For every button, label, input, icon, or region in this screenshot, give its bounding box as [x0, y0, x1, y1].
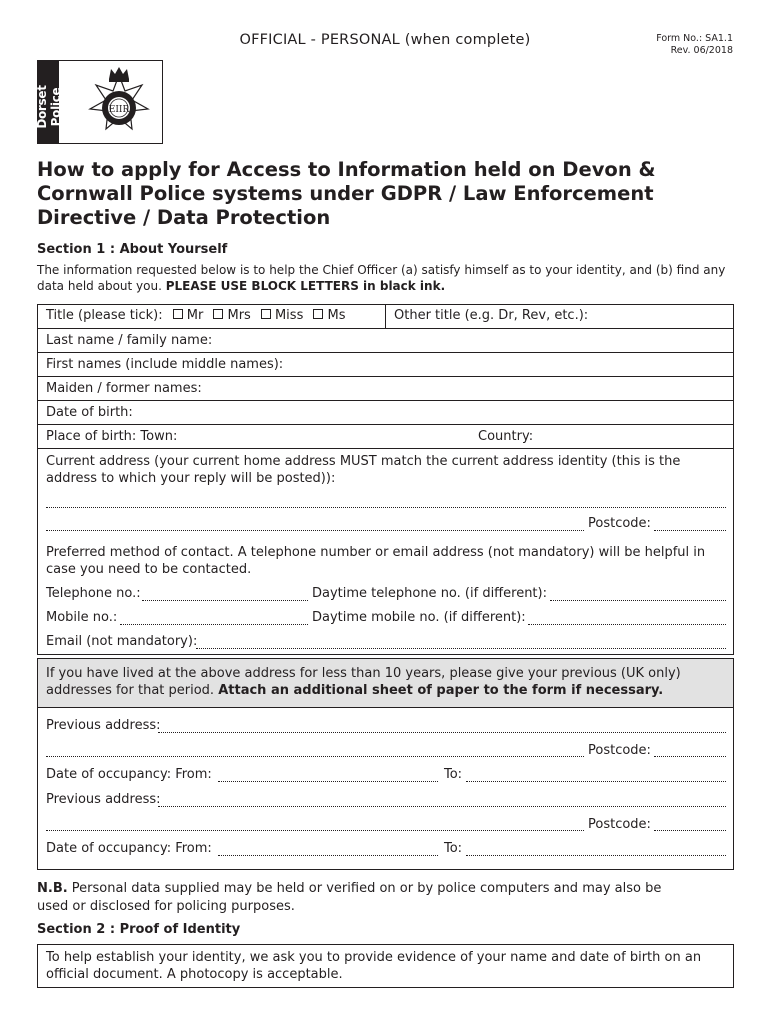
postcode-input[interactable]: [654, 530, 726, 531]
previous-address-2-input-2[interactable]: [46, 830, 584, 831]
daytime-mobile-input[interactable]: [528, 624, 726, 625]
form-no-label: Form No.: SA1.1: [656, 33, 733, 44]
telephone-label: Telephone no.:: [46, 586, 141, 601]
contact-method-text: [46, 544, 726, 578]
previous-note-line-2: [46, 682, 726, 699]
title-line-1: How to apply for Access to Information held on Devon &: [37, 158, 656, 181]
email-input[interactable]: [196, 648, 726, 649]
mobile-label: Mobile no.:: [46, 610, 118, 625]
last-name-field[interactable]: [38, 328, 733, 353]
personal-details-box: [37, 304, 734, 655]
previous-postcode-2-input[interactable]: [654, 830, 726, 831]
intro-line-2: [37, 278, 737, 294]
title-label: Title (please tick):: [46, 308, 163, 323]
previous-address-1-input[interactable]: [158, 732, 726, 733]
previous-address-1-input-2[interactable]: [46, 756, 584, 757]
option-mrs: Mrs: [227, 308, 251, 323]
address-line-1: Current address (your current home address MUST match the current address identity (this is the: [46, 454, 681, 469]
section-2-heading: Section 2 : Proof of Identity: [37, 922, 241, 937]
logo-band: [35, 61, 63, 143]
title-line-2: Cornwall Police systems under GDPR / Law Enforcement: [37, 182, 654, 205]
logo-text: Dorset Police: [35, 85, 63, 129]
telephone-input[interactable]: [142, 600, 308, 601]
option-ms: Ms: [327, 308, 346, 323]
occupancy-2-from-input[interactable]: [218, 855, 438, 856]
title-line-3: Directive / Data Protection: [37, 206, 331, 229]
first-names-label: First names (include middle names):: [46, 357, 284, 372]
pob-row: [38, 424, 733, 449]
occupancy-1-to-input[interactable]: [466, 781, 726, 782]
contact-line-2: case you need to be contacted.: [46, 562, 252, 577]
occupancy-2-from-label: Date of occupancy: From:: [46, 841, 212, 856]
previous-address-2-input[interactable]: [158, 806, 726, 807]
previous-address-1-label: Previous address:: [46, 718, 161, 733]
other-title-field[interactable]: Other title (e.g. Dr, Rev, etc.):: [394, 308, 589, 323]
occupancy-2-to-input[interactable]: [466, 855, 726, 856]
previous-note-text: [46, 665, 726, 699]
title-divider: [385, 305, 386, 328]
first-names-field[interactable]: [38, 352, 733, 377]
address-line-2: address to which your reply will be posted)):: [46, 471, 336, 486]
intro-plain: data held about you.: [37, 279, 166, 293]
previous-address-box: [37, 658, 734, 870]
last-name-label: Last name / family name:: [46, 333, 213, 348]
nb-notice: [37, 880, 737, 916]
dob-field[interactable]: [38, 400, 733, 425]
nb-line-1: [37, 880, 737, 898]
checkbox-mrs[interactable]: [213, 309, 223, 319]
form-revision: Rev. 06/2018: [670, 45, 733, 56]
section-1-intro: [37, 262, 737, 294]
previous-postcode-2-label: Postcode:: [588, 817, 651, 832]
proof-line-2: official document. A photocopy is acceptable.: [46, 967, 343, 982]
classification-header: OFFICIAL - PERSONAL (when complete): [239, 32, 531, 48]
proof-line-1: To help establish your identity, we ask you to provide evidence of your name and date of birth on an: [46, 950, 702, 965]
police-crest-icon: [82, 65, 156, 141]
previous-note-plain: addresses for that period.: [46, 683, 219, 698]
address-label: [46, 453, 726, 487]
mobile-input[interactable]: [120, 624, 308, 625]
crest-cypher: EIIR: [108, 105, 130, 115]
title-field[interactable]: [46, 308, 345, 323]
contact-line-1: Preferred method of contact. A telephone number or email address (not mandatory) will be helpful in: [46, 545, 706, 560]
pob-town-field[interactable]: Place of birth: Town:: [46, 429, 178, 444]
nb-bold: N.B.: [37, 881, 68, 896]
occupancy-1-from-label: Date of occupancy: From:: [46, 767, 212, 782]
checkbox-miss[interactable]: [261, 309, 271, 319]
previous-note-line-1: If you have lived at the above address for less than 10 years, please give your previous (UK only): [46, 666, 681, 681]
option-mr: Mr: [186, 308, 204, 323]
daytime-telephone-label: Daytime telephone no. (if different):: [312, 586, 547, 601]
occupancy-1-from-input[interactable]: [218, 781, 438, 782]
previous-postcode-1-input[interactable]: [654, 756, 726, 757]
proof-text: [46, 949, 726, 983]
previous-postcode-1-label: Postcode:: [588, 743, 651, 758]
previous-address-2-label: Previous address:: [46, 792, 161, 807]
dorset-police-logo: [37, 60, 163, 144]
page-title: [37, 158, 717, 230]
address-block: [38, 448, 733, 655]
intro-bold: PLEASE USE BLOCK LETTERS in black ink.: [165, 279, 446, 293]
nb-text-1: Personal data supplied may be held or verified on or by police computers and may also be: [67, 881, 662, 896]
section-1-heading: Section 1 : About Yourself: [37, 242, 228, 257]
address-input-line-2[interactable]: [46, 530, 584, 531]
maiden-name-field[interactable]: [38, 376, 733, 401]
checkbox-mr[interactable]: [173, 309, 183, 319]
address-input-line-1[interactable]: [46, 507, 726, 508]
daytime-telephone-input[interactable]: [550, 600, 726, 601]
email-label: Email (not mandatory):: [46, 634, 198, 649]
dob-label: Date of birth:: [46, 405, 133, 420]
form-number: [656, 33, 733, 57]
maiden-label: Maiden / former names:: [46, 381, 202, 396]
daytime-mobile-label: Daytime mobile no. (if different):: [312, 610, 526, 625]
checkbox-ms[interactable]: [313, 309, 323, 319]
occupancy-2-to-label: To:: [444, 841, 463, 856]
pob-country-field[interactable]: Country:: [478, 429, 534, 444]
previous-note-bold: Attach an additional sheet of paper to the form if necessary.: [218, 683, 664, 698]
nb-line-2: used or disclosed for policing purposes.: [37, 899, 295, 914]
option-miss: Miss: [274, 308, 304, 323]
occupancy-1-to-label: To:: [444, 767, 463, 782]
title-row: [38, 305, 733, 328]
intro-line-1: The information requested below is to help the Chief Officer (a) satisfy himself as to your identity, and (b) find any: [37, 263, 726, 277]
proof-of-identity-box: [37, 944, 734, 988]
previous-address-note: [38, 659, 733, 708]
postcode-label: Postcode:: [588, 516, 651, 531]
